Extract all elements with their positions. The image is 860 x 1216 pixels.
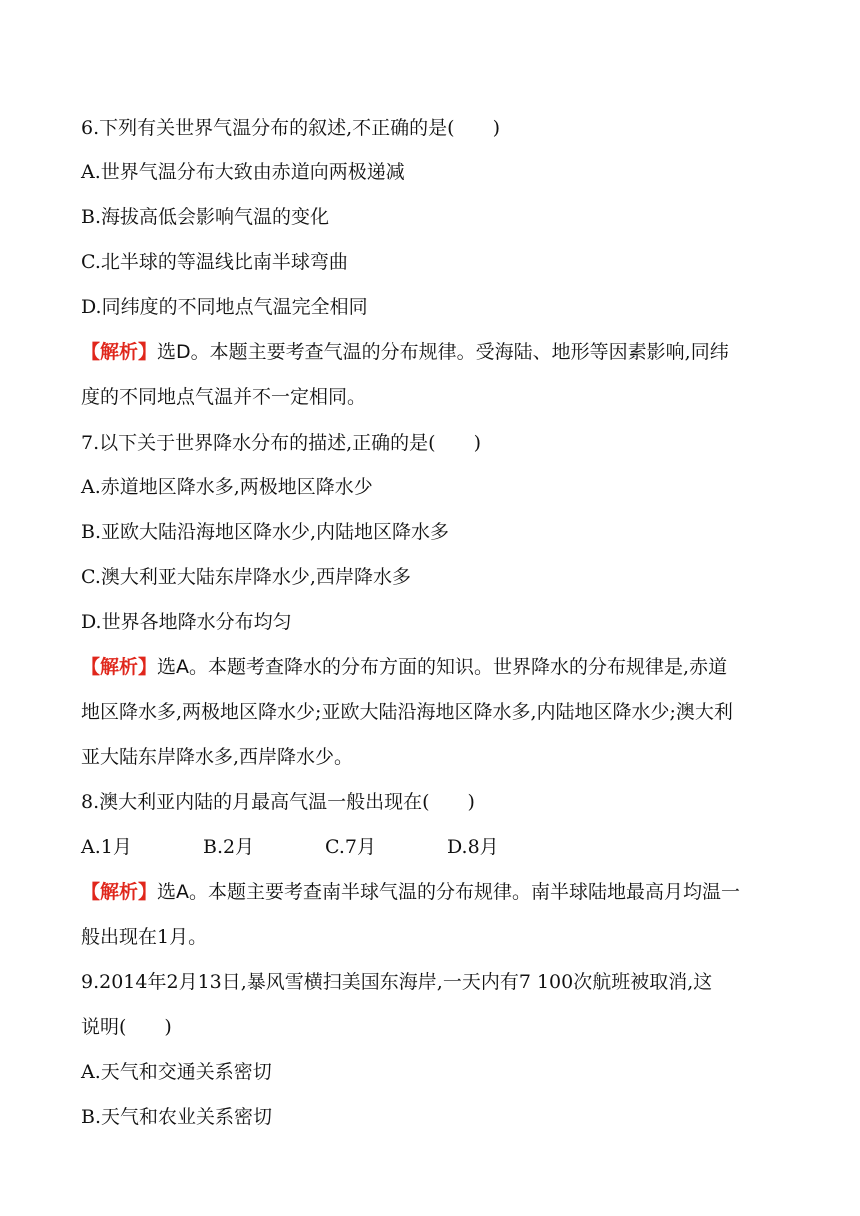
analysis-tag: 【解析】 xyxy=(81,881,158,903)
analysis-text-line1: 。本题主要考查气温的分布规律。受海陆、地形等因素影响,同纬 xyxy=(190,341,729,363)
analysis-answer: A xyxy=(176,656,190,678)
question-7-option-a: A.赤道地区降水多,两极地区降水少 xyxy=(81,476,373,498)
analysis-prefix: 选 xyxy=(157,656,177,678)
question-8-options xyxy=(81,835,781,859)
question-7-option-d: D.世界各地降水分布均匀 xyxy=(81,611,292,633)
question-9-stem: 9.2014年2月13日,暴风雪横扫美国东海岸,一天内有7 100次航班被取消,这 xyxy=(81,971,713,993)
question-6-option-a: A.世界气温分布大致由赤道向两极递减 xyxy=(81,161,405,183)
question-7-analysis xyxy=(81,655,781,679)
analysis-text-line1: 。本题考查降水的分布方面的知识。世界降水的分布规律是,赤道 xyxy=(189,656,728,678)
question-8-stem: 8.澳大利亚内陆的月最高气温一般出现在( ) xyxy=(81,791,475,813)
question-8-analysis-line2: 般出现在1月。 xyxy=(81,926,208,948)
question-8-option-c: C.7月 xyxy=(325,836,376,858)
question-7-option-b: B.亚欧大陆沿海地区降水少,内陆地区降水多 xyxy=(81,521,450,543)
analysis-text-line1: 。本题主要考查南半球气温的分布规律。南半球陆地最高月均温一 xyxy=(189,881,741,903)
question-6-option-b: B.海拔高低会影响气温的变化 xyxy=(81,206,330,228)
question-7-stem: 7.以下关于世界降水分布的描述,正确的是( ) xyxy=(81,432,481,454)
question-9-option-a: A.天气和交通关系密切 xyxy=(81,1061,272,1083)
question-6-analysis xyxy=(81,340,781,364)
question-9-option-b: B.天气和农业关系密切 xyxy=(81,1106,273,1128)
question-8-option-a: A.1月 xyxy=(81,836,132,858)
question-7-option-c: C.澳大利亚大陆东岸降水少,西岸降水多 xyxy=(81,566,411,588)
question-9-stem-line2: 说明( ) xyxy=(81,1016,172,1038)
question-8-option-d: D.8月 xyxy=(447,836,499,858)
question-6-stem: 6.下列有关世界气温分布的叙述,不正确的是( ) xyxy=(81,117,500,139)
analysis-tag: 【解析】 xyxy=(81,341,158,363)
analysis-answer: A xyxy=(176,881,190,903)
question-6-option-c: C.北半球的等温线比南半球弯曲 xyxy=(81,251,348,273)
analysis-tag: 【解析】 xyxy=(81,656,158,678)
question-7-analysis-line2: 地区降水多,两极地区降水少;亚欧大陆沿海地区降水多,内陆地区降水少;澳大利 xyxy=(81,701,733,723)
question-6-analysis-line2: 度的不同地点气温并不一定相同。 xyxy=(81,386,367,408)
question-6-option-d: D.同纬度的不同地点气温完全相同 xyxy=(81,296,368,318)
analysis-answer: D xyxy=(176,341,191,363)
question-7-analysis-line3: 亚大陆东岸降水多,西岸降水少。 xyxy=(81,746,354,768)
analysis-prefix: 选 xyxy=(157,881,177,903)
question-8-option-b: B.2月 xyxy=(203,836,255,858)
question-8-analysis xyxy=(81,880,781,904)
analysis-prefix: 选 xyxy=(157,341,177,363)
